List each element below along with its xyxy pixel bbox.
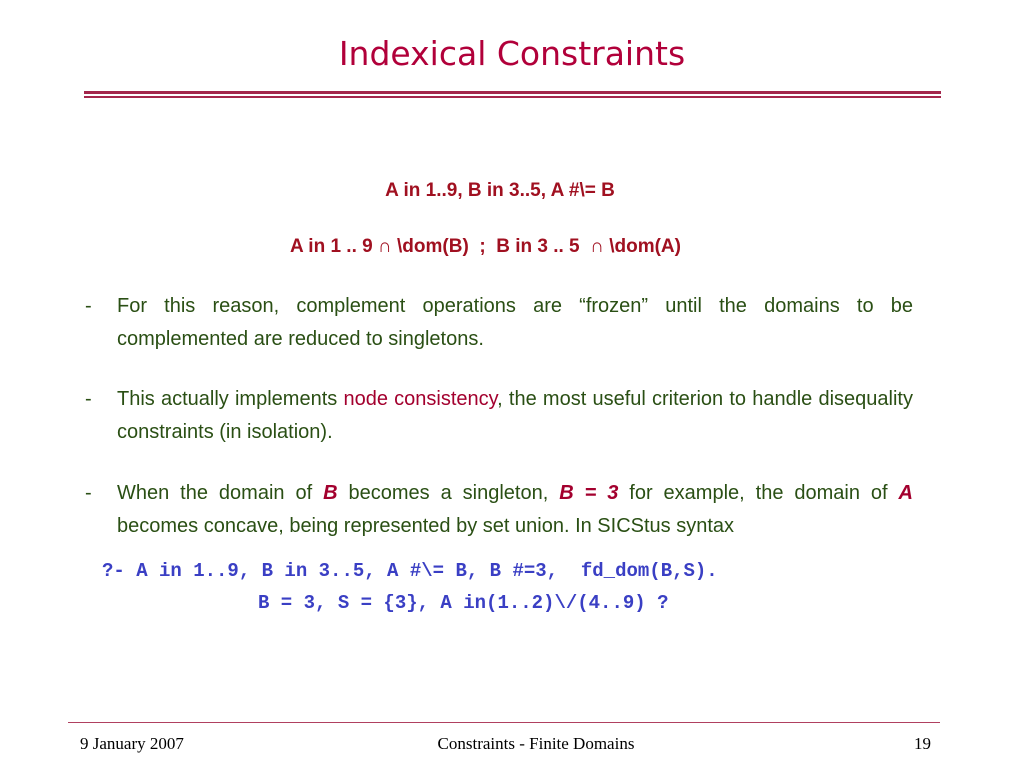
bullet-node-consistency xyxy=(85,383,913,449)
bullet-singleton-domain xyxy=(85,477,913,543)
bullet-text-pre: This actually implements xyxy=(117,388,344,410)
sicstus-query: ?- A in 1..9, B in 3..5, A #\= B, B #=3, fd_dom(B,S). xyxy=(102,560,718,582)
bullet-text: For this reason, complement operations are “frozen” until the domains to be complemented are reduced to singletons. xyxy=(117,295,913,350)
emphasis-b: B xyxy=(323,482,338,504)
bullet-seg-2: becomes a singleton, xyxy=(337,482,560,504)
constraint-line-2 xyxy=(290,236,681,258)
slide-title: Indexical Constraints xyxy=(338,34,686,73)
footer-course: Constraints - Finite Domains xyxy=(437,734,635,753)
bullet-text xyxy=(117,477,913,543)
bullet-dash: - xyxy=(85,388,92,410)
intersection-symbol: ∩ xyxy=(590,236,604,257)
node-consistency-highlight: node consistency xyxy=(343,388,498,410)
bullet-frozen-complement xyxy=(85,290,913,356)
bullet-seg-1: When the domain of xyxy=(117,482,324,504)
emphasis-b-equals-3: B = 3 xyxy=(559,482,619,504)
footer-rule xyxy=(68,722,940,723)
bullet-dash: - xyxy=(85,295,92,317)
bullet-text-post: , the most useful criterion to handle disequality constraints (in isolation). xyxy=(117,388,913,443)
intersection-symbol: ∩ xyxy=(378,236,392,257)
title-rule-thick xyxy=(84,91,941,94)
constraint-part-1: A in 1 .. 9 xyxy=(290,236,378,257)
constraint-part-3: \dom(A) xyxy=(603,236,681,257)
sicstus-answer: B = 3, S = {3}, A in(1..2)\/(4..9) ? xyxy=(258,592,669,614)
bullet-seg-3: for example, the domain of xyxy=(618,482,899,504)
bullet-seg-4: becomes concave, being represented by set union. In SICStus syntax xyxy=(117,515,735,537)
title-rule-thin xyxy=(84,96,941,98)
constraint-line-1: A in 1..9, B in 3..5, A #\= B xyxy=(385,180,615,201)
constraint-part-2: \dom(B) ; B in 3 .. 5 xyxy=(391,236,591,257)
bullet-text xyxy=(117,383,913,449)
footer-date: 9 January 2007 xyxy=(80,734,184,753)
bullet-dash: - xyxy=(85,482,92,504)
footer-page-number: 19 xyxy=(914,734,931,753)
emphasis-a: A xyxy=(898,482,913,504)
